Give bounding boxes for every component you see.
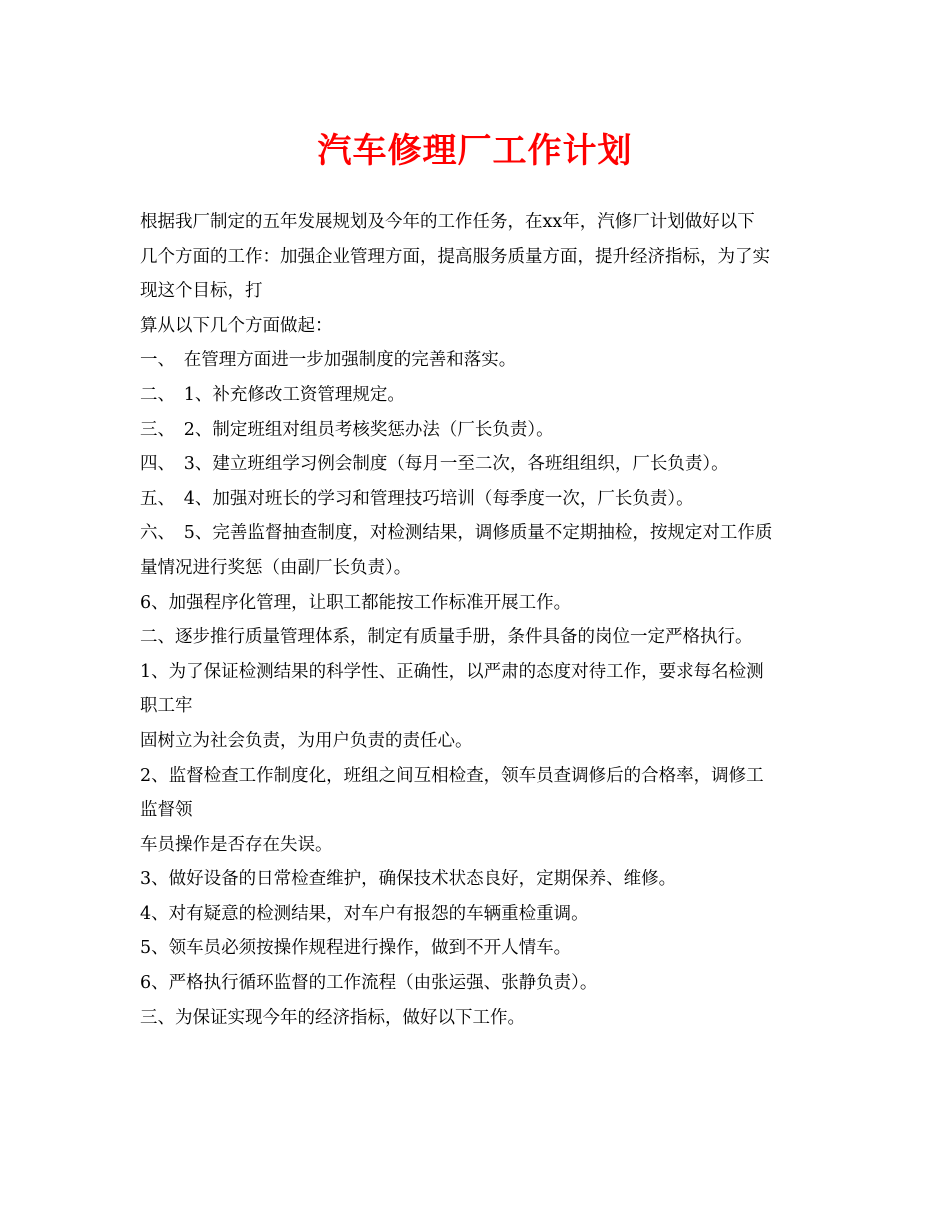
document-title: 汽车修理厂工作计划 (317, 131, 633, 171)
document-body (140, 205, 820, 1035)
body-line: 2、监督检查工作制度化，班组之间互相检查，领车员查调修后的合格率，调修工 (140, 765, 764, 786)
body-line: 职工牢 (140, 696, 193, 717)
body-line: 几个方面的工作：加强企业管理方面，提高服务质量方面，提升经济指标，为了实 (140, 246, 770, 267)
body-line: 固树立为社会负责，为用户负责的责任心。 (140, 730, 473, 751)
body-line: 6、严格执行循环监督的工作流程（由张运强、张静负责）。 (140, 973, 598, 994)
body-line: 4、对有疑意的检测结果，对车户有报怨的车辆重检重调。 (140, 903, 589, 924)
body-line: 5、领车员必须按操作规程进行操作，做到不开人情车。 (140, 938, 572, 959)
body-line: 3、做好设备的日常检查维护，确保技术状态良好，定期保养、维修。 (140, 869, 677, 890)
body-line: 一、 在管理方面进一步加强制度的完善和落实。 (140, 350, 517, 371)
body-line: 二、逐步推行质量管理体系，制定有质量手册，条件具备的岗位一定严格执行。 (140, 627, 753, 648)
body-line: 六、 5、完善监督抽查制度，对检测结果，调修质量不定期抽检，按规定对工作质 (140, 523, 773, 544)
body-line: 四、 3、建立班组学习例会制度（每月一至二次，各班组组织，厂长负责）。 (140, 454, 729, 475)
body-line: 算从以下几个方面做起： (140, 315, 333, 336)
body-line: 根据我厂制定的五年发展规划及今年的工作任务，在xx年，汽修厂计划做好以下 (140, 212, 755, 232)
body-line: 五、 4、加强对班长的学习和管理技巧培训（每季度一次，厂长负责）。 (140, 488, 694, 509)
body-line: 车员操作是否存在失误。 (140, 834, 333, 855)
body-line: 二、 1、补充修改工资管理规定。 (140, 384, 405, 405)
body-line: 三、为保证实现今年的经济指标，做好以下工作。 (140, 1007, 525, 1028)
body-line: 监督领 (140, 800, 193, 821)
body-line: 现这个目标，打 (140, 281, 263, 302)
body-line: 1、为了保证检测结果的科学性、正确性，以严肃的态度对待工作，要求每名检测 (140, 661, 764, 682)
body-line: 量情况进行奖惩（由副厂长负责）。 (140, 557, 412, 578)
body-line: 三、 2、制定班组对组员考核奖惩办法（厂长负责）。 (140, 419, 554, 440)
body-line: 6、加强程序化管理，让职工都能按工作标准开展工作。 (140, 592, 572, 613)
